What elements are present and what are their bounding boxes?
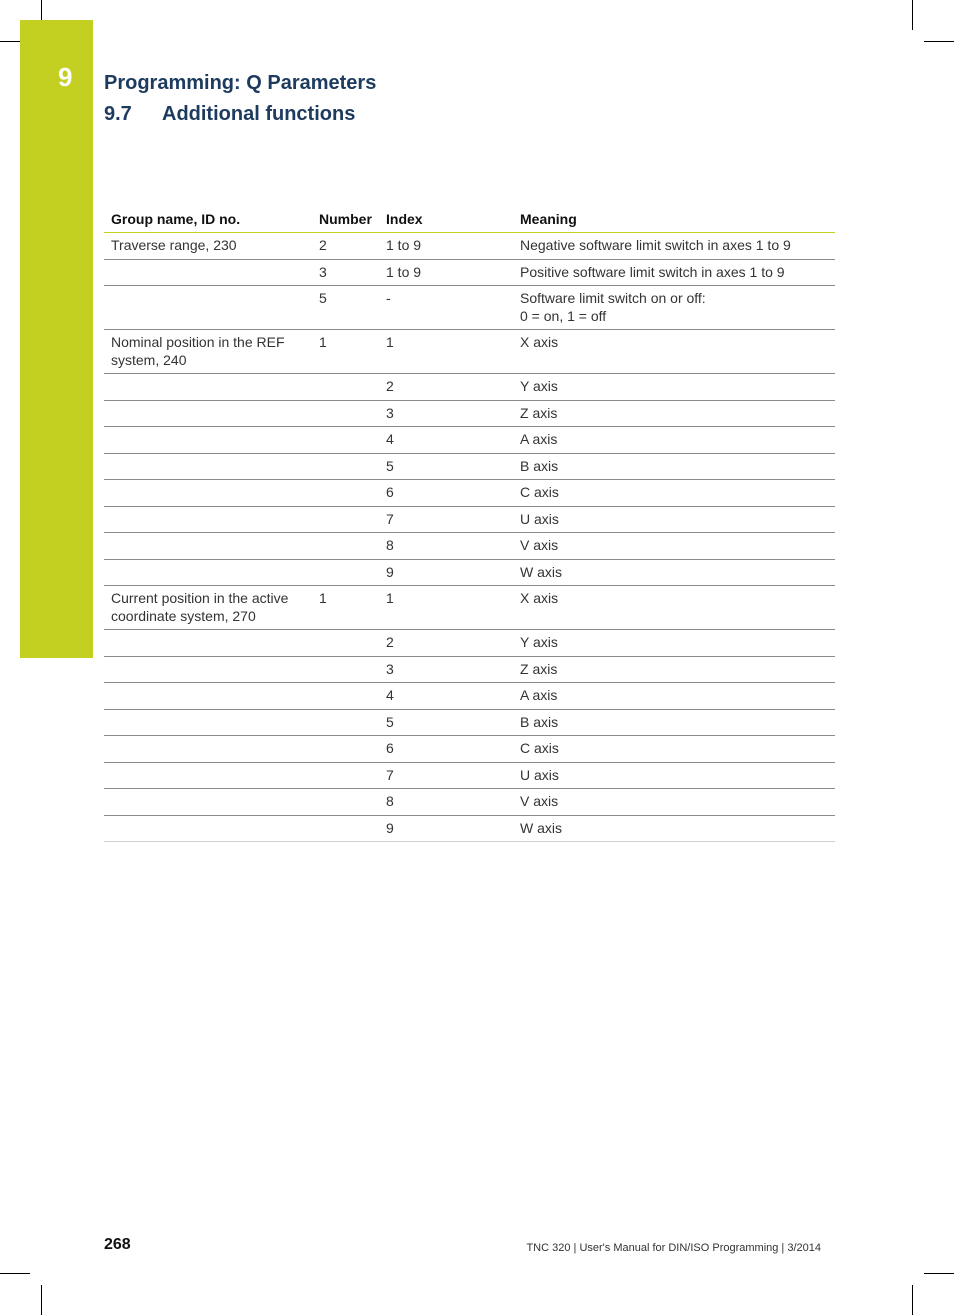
- cell-group: Nominal position in the REF system, 240: [104, 330, 312, 374]
- cell-index: 5: [379, 709, 513, 736]
- cell-group: [104, 815, 312, 842]
- cell-meaning: X axis: [513, 330, 835, 374]
- cell-number: [312, 709, 379, 736]
- cell-meaning: W axis: [513, 815, 835, 842]
- cell-number: 1: [312, 330, 379, 374]
- cell-index: 6: [379, 736, 513, 763]
- table-row: [104, 506, 835, 533]
- cell-group: [104, 709, 312, 736]
- parameter-table: [104, 206, 835, 842]
- cell-index: 1 to 9: [379, 233, 513, 260]
- cell-meaning: Positive software limit switch in axes 1 to 9: [513, 259, 835, 286]
- cell-index: 7: [379, 762, 513, 789]
- cell-meaning: Y axis: [513, 630, 835, 657]
- cell-index: 3: [379, 656, 513, 683]
- cell-group: [104, 480, 312, 507]
- cell-index: 2: [379, 374, 513, 401]
- crop-mark: [924, 41, 954, 42]
- cell-number: [312, 683, 379, 710]
- section-title: Additional functions: [162, 103, 356, 125]
- cell-index: 3: [379, 400, 513, 427]
- table-row: [104, 400, 835, 427]
- cell-number: [312, 427, 379, 454]
- cell-number: [312, 630, 379, 657]
- table-row: [104, 330, 835, 374]
- cell-index: 6: [379, 480, 513, 507]
- table-row: [104, 815, 835, 842]
- table-row: [104, 286, 835, 330]
- cell-index: 2: [379, 630, 513, 657]
- cell-meaning: V axis: [513, 789, 835, 816]
- cell-group: [104, 533, 312, 560]
- chapter-number: 9: [58, 62, 73, 92]
- column-header: Number: [312, 206, 379, 233]
- cell-meaning: U axis: [513, 762, 835, 789]
- cell-number: 5: [312, 286, 379, 330]
- chapter-title: Programming: Q Parameters: [104, 72, 377, 94]
- chapter-tab: [20, 20, 93, 658]
- cell-number: [312, 815, 379, 842]
- cell-meaning: A axis: [513, 683, 835, 710]
- cell-group: [104, 630, 312, 657]
- table-row: [104, 789, 835, 816]
- cell-group: [104, 259, 312, 286]
- cell-group: [104, 789, 312, 816]
- table-body: [104, 233, 835, 842]
- table-row: [104, 762, 835, 789]
- cell-number: 2: [312, 233, 379, 260]
- table-row: [104, 683, 835, 710]
- column-header: Meaning: [513, 206, 835, 233]
- crop-mark: [0, 1273, 30, 1274]
- cell-group: [104, 374, 312, 401]
- cell-group: [104, 656, 312, 683]
- cell-number: [312, 656, 379, 683]
- column-header: Group name, ID no.: [104, 206, 312, 233]
- cell-index: 9: [379, 559, 513, 586]
- section-number: 9.7: [104, 103, 132, 125]
- cell-meaning: U axis: [513, 506, 835, 533]
- cell-index: 9: [379, 815, 513, 842]
- table-row: [104, 374, 835, 401]
- cell-index: 5: [379, 453, 513, 480]
- crop-mark: [0, 41, 20, 42]
- table-row: [104, 736, 835, 763]
- cell-meaning: C axis: [513, 736, 835, 763]
- cell-meaning: Software limit switch on or off: 0 = on, 1 = off: [513, 286, 835, 330]
- cell-index: 1: [379, 330, 513, 374]
- cell-number: [312, 400, 379, 427]
- cell-index: 7: [379, 506, 513, 533]
- footer-text: TNC 320 | User's Manual for DIN/ISO Programming | 3/2014: [526, 1242, 821, 1254]
- table-row: [104, 480, 835, 507]
- cell-number: [312, 374, 379, 401]
- cell-meaning: C axis: [513, 480, 835, 507]
- crop-mark: [912, 1285, 913, 1315]
- section-heading: [104, 103, 355, 126]
- cell-group: [104, 736, 312, 763]
- table-row: [104, 427, 835, 454]
- cell-group: Current position in the active coordinate system, 270: [104, 586, 312, 630]
- cell-index: 8: [379, 533, 513, 560]
- cell-number: 1: [312, 586, 379, 630]
- table-row: [104, 586, 835, 630]
- table-row: [104, 656, 835, 683]
- cell-number: [312, 453, 379, 480]
- cell-group: Traverse range, 230: [104, 233, 312, 260]
- cell-index: 1: [379, 586, 513, 630]
- cell-meaning: X axis: [513, 586, 835, 630]
- cell-meaning: W axis: [513, 559, 835, 586]
- crop-mark: [924, 1273, 954, 1274]
- cell-index: 4: [379, 427, 513, 454]
- crop-mark: [41, 1285, 42, 1315]
- cell-number: [312, 789, 379, 816]
- cell-meaning: Z axis: [513, 400, 835, 427]
- table-header-row: [104, 206, 835, 233]
- table-row: [104, 533, 835, 560]
- cell-number: [312, 559, 379, 586]
- cell-group: [104, 559, 312, 586]
- table-row: [104, 630, 835, 657]
- cell-meaning: Negative software limit switch in axes 1 to 9: [513, 233, 835, 260]
- cell-index: 1 to 9: [379, 259, 513, 286]
- table-row: [104, 453, 835, 480]
- crop-mark: [912, 0, 913, 30]
- cell-number: 3: [312, 259, 379, 286]
- column-header: Index: [379, 206, 513, 233]
- cell-meaning: Y axis: [513, 374, 835, 401]
- cell-meaning: V axis: [513, 533, 835, 560]
- cell-number: [312, 480, 379, 507]
- cell-number: [312, 533, 379, 560]
- table-row: [104, 709, 835, 736]
- cell-meaning: B axis: [513, 453, 835, 480]
- table-row: [104, 559, 835, 586]
- cell-number: [312, 736, 379, 763]
- cell-group: [104, 506, 312, 533]
- crop-mark: [41, 0, 42, 20]
- cell-group: [104, 683, 312, 710]
- cell-group: [104, 427, 312, 454]
- cell-number: [312, 762, 379, 789]
- cell-index: 4: [379, 683, 513, 710]
- cell-index: -: [379, 286, 513, 330]
- cell-number: [312, 506, 379, 533]
- cell-group: [104, 453, 312, 480]
- cell-meaning: B axis: [513, 709, 835, 736]
- page-number: 268: [104, 1236, 131, 1253]
- cell-meaning: Z axis: [513, 656, 835, 683]
- cell-group: [104, 400, 312, 427]
- cell-index: 8: [379, 789, 513, 816]
- table-row: [104, 233, 835, 260]
- table-row: [104, 259, 835, 286]
- cell-group: [104, 762, 312, 789]
- cell-group: [104, 286, 312, 330]
- cell-meaning: A axis: [513, 427, 835, 454]
